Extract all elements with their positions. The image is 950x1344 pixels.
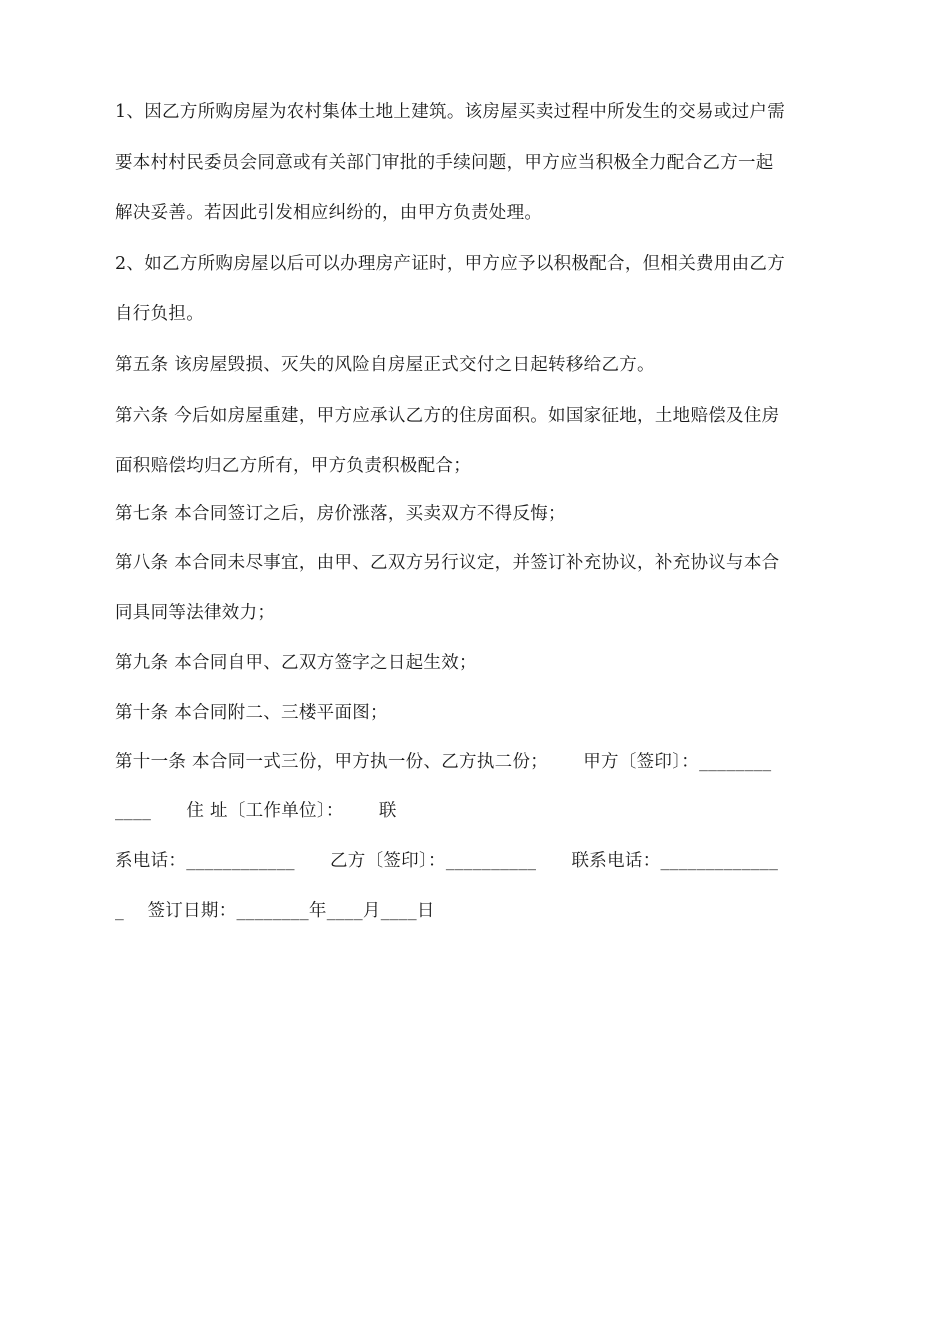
article-6-line-2: 面积赔偿均归乙方所有，甲方负责积极配合； [115, 456, 471, 476]
clause-1-line-3: 解决妥善。若因此引发相应纠纷的，由甲方负责处理。 [115, 203, 543, 223]
article-8-line-1: 第八条 本合同未尽事宜，由甲、乙双方另行议定，并签订补充协议，补充协议与本合 [115, 553, 780, 573]
article-6-line-1: 第六条 今后如房屋重建，甲方应承认乙方的住房面积。如国家征地，土地赔偿及住房 [115, 406, 780, 426]
signature-line-2: ____ 住 址〔工作单位〕： 联 [115, 801, 397, 821]
article-9: 第九条 本合同自甲、乙双方签字之日起生效； [115, 653, 477, 673]
article-10: 第十条 本合同附二、三楼平面图； [115, 703, 388, 723]
signing-date-line: _ 签订日期：________年____月____日 [115, 901, 435, 921]
article-11-line-1: 第十一条 本合同一式三份，甲方执一份、乙方执二份； 甲方〔签印〕：________ [115, 752, 772, 772]
article-7: 第七条 本合同签订之后，房价涨落，买卖双方不得反悔； [115, 504, 566, 524]
clause-1-line-1: 1、因乙方所购房屋为农村集体土地上建筑。该房屋买卖过程中所发生的交易或过户需 [115, 102, 786, 122]
clause-2-line-2: 自行负担。 [115, 304, 204, 324]
clause-1-line-2: 要本村村民委员会同意或有关部门审批的手续问题，甲方应当积极全力配合乙方一起 [115, 153, 774, 173]
article-5: 第五条 该房屋毁损、灭失的风险自房屋正式交付之日起转移给乙方。 [115, 355, 655, 375]
signature-line-3: 系电话：____________ 乙方〔签印〕：__________ 联系电话：_____________ [115, 851, 779, 871]
clause-2-line-1: 2、如乙方所购房屋以后可以办理房产证时，甲方应予以积极配合，但相关费用由乙方 [115, 254, 786, 274]
article-8-line-2: 同具同等法律效力； [115, 603, 276, 623]
